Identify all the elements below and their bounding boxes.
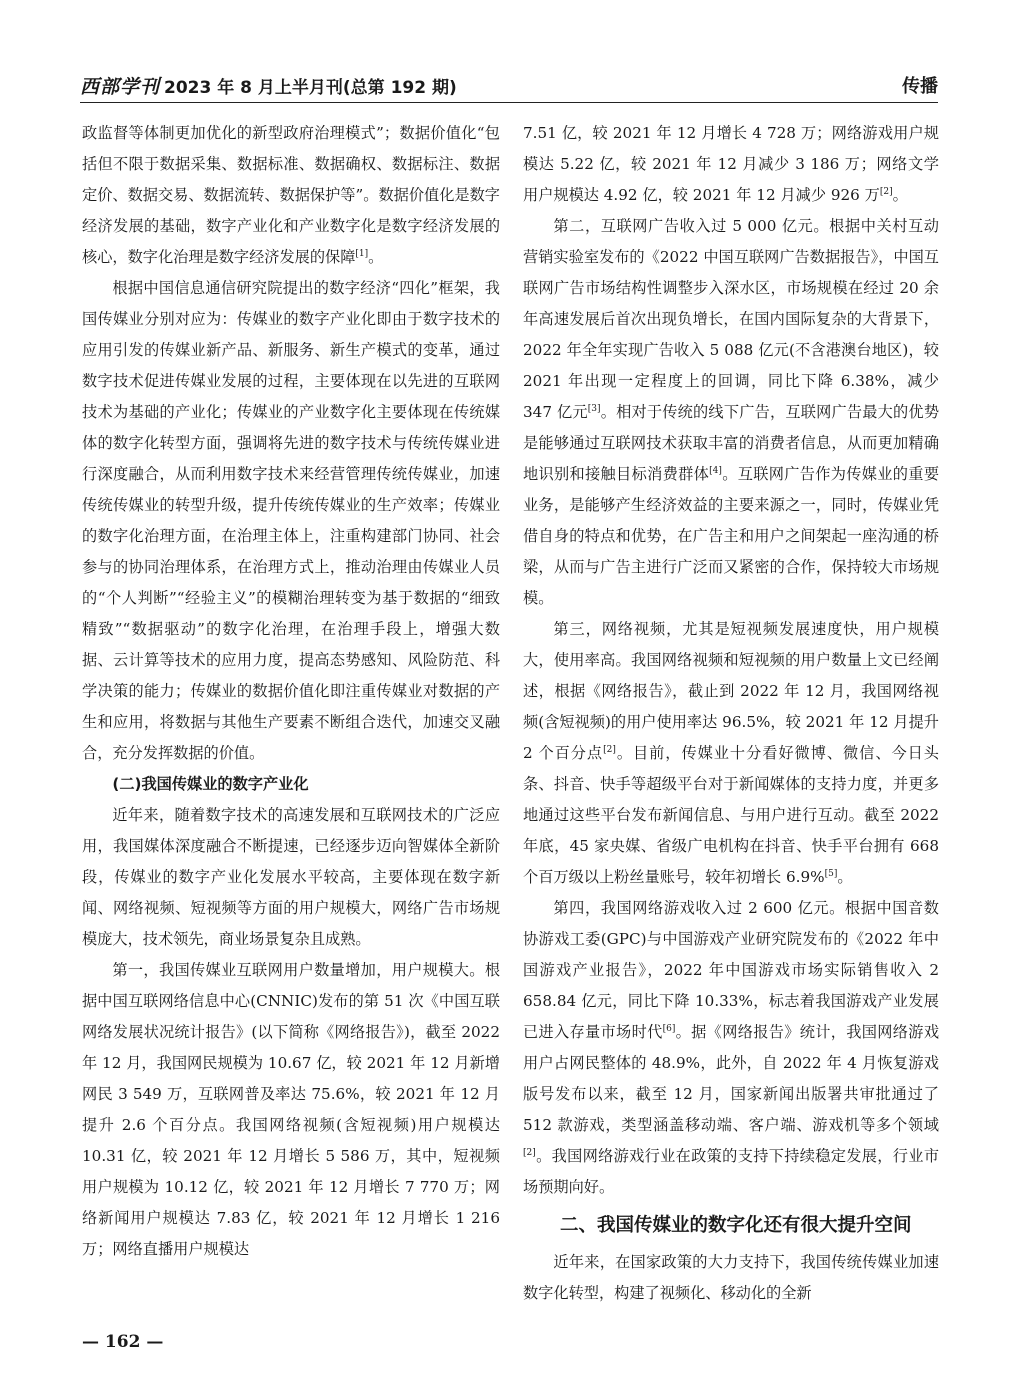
paragraph: 第三，网络视频，尤其是短视频发展速度快，用户规模大，使用率高。我国网络视频和短视频的用户数量上文已经阐述，根据《网络报告》，截止到 2022 年 12 月，我国网络视频(含短视频)的用户使用率达 96.5%，较 2021 年 12 月提升 2 个百分点[2]。目前，传媒业十分看好微博、微信、今日头条、抖音、快手等超级平台对于新闻媒体的支持力度，并更多地通过这些平台发布新闻信息、与用户进行互动。截至 2022 年底，45 家央媒、省级广电机构在抖音、快手平台拥有 668 个百万级以上粉丝量账号，较年初增长 6.9%[5]。 [523, 620, 939, 886]
right-column [523, 118, 939, 1309]
paragraph: 第二，互联网广告收入过 5 000 亿元。根据中关村互动营销实验室发布的《2022 中国互联网广告数据报告》，中国互联网广告市场结构性调整步入深水区，市场规模在经过 20 余年高速发展后首次出现负增长，在国内国际复杂的大背景下，2022 年全年实现广告收入 5 088 亿元(不含港澳台地区)，较 2021 年出现一定程度上的回调，同比下降 6.38%，减少 347 亿元[3]。相对于传统的线下广告，互联网广告最大的优势是能够通过互联网技术获取丰富的消费者信息，从而更加精确地识别和接触目标消费群体[4]。互联网广告作为传媒业的重要业务，是能够产生经济效益的主要来源之一，同时，传媒业凭借自身的特点和优势，在广告主和用户之间架起一座沟通的桥梁，从而与广告主进行广泛而又紧密的合作，保持较大市场规模。 [523, 217, 940, 607]
citation: [2] [523, 1147, 536, 1158]
paragraph: 政监督等体制更加优化的新型政府治理模式”；数据价值化“包括但不限于数据采集、数据标准、数据确权、数据标注、数据定价、数据交易、数据流转、数据保护等”。数据价值化是数字经济发展的基础，数字产业化和产业数字化是数字经济发展的核心，数字化治理是数字经济发展的保障[1]。 [82, 124, 500, 266]
section-heading: 二、我国传媒业的数字化还有很大提升空间 [560, 1215, 912, 1236]
journal-logo: 西部学刊 [80, 76, 161, 98]
paragraph: 近年来，在国家政策的大力支持下，我国传统传媒业加速数字化转型，构建了视频化、移动化的全新 [523, 1253, 939, 1302]
subsection-heading: (二)我国传媒业的数字产业化 [112, 775, 309, 793]
header-rule [80, 102, 938, 103]
running-header [80, 70, 938, 104]
paragraph: 根据中国信息通信研究院提出的数字经济“四化”框架，我国传媒业分别对应为：传媒业的数字产业化即由于数字技术的应用引发的传媒业新产品、新服务、新生产模式的变革，通过数字技术促进传媒业发展的过程，主要体现在以先进的互联网技术为基础的产业化；传媒业的产业数字化主要体现在传统媒体的数字化转型方面，强调将先进的数字技术与传统传媒业进行深度融合，从而利用数字技术来经营管理传统传媒业，加速传统传媒业的转型升级，提升传统传媒业的生产效率；传媒业的数字化治理方面，在治理主体上，注重构建部门协同、社会参与的协同治理体系，在治理方式上，推动治理由传媒业人员的“个人判断”“经验主义”的模糊治理转变为基于数据的“细致精致”“数据驱动”的数字化治理，在治理手段上，增强大数据、云计算等技术的应用力度，提高态势感知、风险防范、科学决策的能力；传媒业的数据价值化即注重传媒业对数据的产生和应用，将数据与其他生产要素不断组合迭代，加速交叉融合，充分发挥数据的价值。 [82, 279, 500, 762]
section-name: 传播 [902, 76, 938, 97]
citation: [2] [603, 744, 616, 755]
issue-info: 2023 年 8 月上半月刊(总第 192 期) [164, 78, 457, 98]
citation: [4] [709, 465, 722, 476]
page-number: — 162 — [82, 1332, 164, 1352]
citation: [6] [662, 1023, 676, 1034]
left-column [82, 118, 500, 1265]
citation: [2] [879, 186, 893, 197]
citation: [5] [824, 868, 838, 879]
paragraph: 第一，我国传媒业互联网用户数量增加，用户规模大。根据中国互联网络信息中心(CNNIC)发布的第 51 次《中国互联网络发展状况统计报告》(以下简称《网络报告》)，截至 2022 年 12 月，我国网民规模为 10.67 亿，较 2021 年 12 月新增网民 3 549 万，互联网普及率达 75.6%，较 2021 年 12 月提升 2.6 个百分点。我国网络视频(含短视频)用户规模达 10.31 亿，较 2021 年 12 月增长 5 586 万，其中，短视频用户规模为 10.12 亿，较 2021 年 12 月增长 7 770 万；网络新闻用户规模达 7.83 亿，较 2021 年 12 月增长 1 216 万；网络直播用户规模达 [82, 961, 500, 1258]
paragraph: 第四，我国网络游戏收入过 2 600 亿元。根据中国音数协游戏工委(GPC)与中国游戏产业研究院发布的《2022 年中国游戏产业报告》，2022 年中国游戏市场实际销售收入 2 658.84 亿元，同比下降 10.33%，标志着我国游戏产业发展已进入存量市场时代[6]。据《网络报告》统计，我国网络游戏用户占网民整体的 48.9%，此外，自 2022 年 4 月恢复游戏版号发布以来，截至 12 月，国家新闻出版署共审批通过了 512 款游戏，类型涵盖移动端、客户端、游戏机等多个领域[2]。我国网络游戏行业在政策的支持下持续稳定发展，行业市场预期向好。 [523, 899, 940, 1196]
paragraph: 近年来，随着数字技术的高速发展和互联网技术的广泛应用，我国媒体深度融合不断提速，已经逐步迈向智媒体全新阶段，传媒业的数字产业化发展水平较高，主要体现在数字新闻、网络视频、短视频等方面的用户规模大，网络广告市场规模庞大，技术领先，商业场景复杂且成熟。 [82, 806, 500, 948]
paragraph: 7.51 亿，较 2021 年 12 月增长 4 728 万；网络游戏用户规模达 5.22 亿，较 2021 年 12 月减少 3 186 万；网络文学用户规模达 4.92 亿，较 2021 年 12 月减少 926 万[2]。 [523, 124, 939, 204]
citation: [3] [587, 403, 601, 414]
citation: [1] [355, 248, 369, 259]
